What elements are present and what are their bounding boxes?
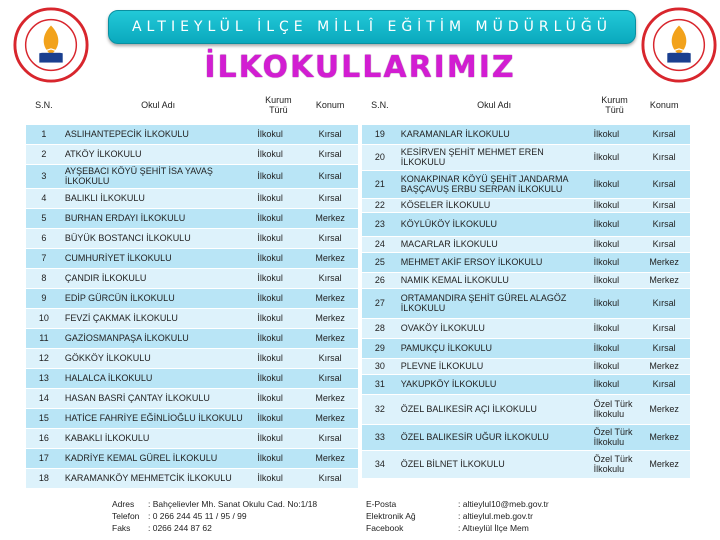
- school-name: ÇANDIR İLKOKULU: [62, 268, 255, 288]
- school-name: EDİP GÜRCÜN İLKOKULU: [62, 288, 255, 308]
- school-location: Kırsal: [302, 144, 358, 164]
- school-number: 23: [362, 212, 398, 236]
- school-number: 20: [362, 144, 398, 170]
- address-label: Adres: [112, 499, 135, 509]
- institution-type: İlkokul: [591, 272, 639, 288]
- table-row: [362, 252, 690, 272]
- school-name: NAMIK KEMAL İLKOKULU: [398, 272, 591, 288]
- school-name: MACARLAR İLKOKULU: [398, 236, 591, 252]
- school-number: 11: [26, 328, 62, 348]
- contact-address-block: [112, 498, 317, 534]
- school-location: Merkez: [638, 272, 690, 288]
- school-name: ÖZEL BALIKESİR UĞUR İLKOKULU: [398, 424, 591, 450]
- school-location: Kırsal: [638, 338, 690, 358]
- school-number: 22: [362, 198, 398, 212]
- address-value: : Bahçelievler Mh. Sanat Okulu Cad. No:1/18: [148, 499, 318, 509]
- school-number: 8: [26, 268, 62, 288]
- school-location: Kırsal: [638, 212, 690, 236]
- school-location: Kırsal: [302, 348, 358, 368]
- table-row: [26, 268, 358, 288]
- school-location: Kırsal: [638, 236, 690, 252]
- banner-text: ALTIEYLÜL İLÇE MİLLÎ EĞİTİM MÜDÜRLÜĞÜ: [131, 19, 613, 35]
- school-number: 17: [26, 448, 62, 468]
- school-number: 4: [26, 188, 62, 208]
- school-location: Kırsal: [302, 124, 358, 144]
- school-number: 12: [26, 348, 62, 368]
- table-row: [362, 170, 690, 198]
- school-location: Kırsal: [302, 268, 358, 288]
- school-number: 10: [26, 308, 62, 328]
- institution-type: İlkokul: [254, 448, 302, 468]
- school-number: 25: [362, 252, 398, 272]
- school-name: HATİCE FAHRİYE EĞİNLİOĞLU İLKOKULU: [62, 408, 255, 428]
- school-name: GAZİOSMANPAŞA İLKOKULU: [62, 328, 255, 348]
- institution-type: İlkokul: [591, 374, 639, 394]
- institution-type: İlkokul: [254, 468, 302, 488]
- institution-type: İlkokul: [254, 408, 302, 428]
- school-name: KARAMANKÖY MEHMETCİK İLKOKULU: [62, 468, 255, 488]
- school-location: Kırsal: [638, 374, 690, 394]
- school-location: Merkez: [638, 252, 690, 272]
- table-header-row: [362, 86, 690, 124]
- school-table-left: [26, 86, 358, 489]
- school-number: 5: [26, 208, 62, 228]
- institution-type: İlkokul: [254, 268, 302, 288]
- table-row: [362, 198, 690, 212]
- table-row: [26, 368, 358, 388]
- school-name: CUMHURİYET İLKOKULU: [62, 248, 255, 268]
- school-name: OVAKÖY İLKOKULU: [398, 318, 591, 338]
- school-name: KONAKPINAR KÖYÜ ŞEHİT JANDARMA BAŞÇAVUŞ ERBU SERPAN İLKOKULU: [398, 170, 591, 198]
- table-row: [26, 208, 358, 228]
- school-number: 9: [26, 288, 62, 308]
- table-row: [26, 308, 358, 328]
- web-value[interactable]: : altieylul.meb.gov.tr: [458, 511, 533, 521]
- institution-type: İlkokul: [254, 124, 302, 144]
- institution-type: İlkokul: [254, 428, 302, 448]
- school-number: 18: [26, 468, 62, 488]
- column-header-location: Konum: [302, 86, 358, 124]
- school-name: BURHAN ERDAYI İLKOKULU: [62, 208, 255, 228]
- school-number: 3: [26, 164, 62, 188]
- school-name: ORTAMANDIRA ŞEHİT GÜREL ALAGÖZ İLKOKULU: [398, 288, 591, 318]
- column-header-name: Okul Adı: [62, 86, 255, 124]
- table-row: [362, 338, 690, 358]
- table-row: [362, 124, 690, 144]
- table-row: [26, 328, 358, 348]
- school-location: Merkez: [638, 358, 690, 374]
- table-row: [362, 424, 690, 450]
- school-name: AYŞEBACI KÖYÜ ŞEHİT İSA YAVAŞ İLKOKULU: [62, 164, 255, 188]
- page-title: İLKOKULLARIMIZ: [204, 50, 516, 85]
- school-location: Kırsal: [638, 170, 690, 198]
- school-name: FEVZİ ÇAKMAK İLKOKULU: [62, 308, 255, 328]
- table-header-row: [26, 86, 358, 124]
- table-row: [26, 144, 358, 164]
- table-row: [362, 144, 690, 170]
- school-location: Kırsal: [302, 428, 358, 448]
- table-row: [362, 236, 690, 252]
- institution-type: İlkokul: [591, 338, 639, 358]
- school-number: 29: [362, 338, 398, 358]
- school-number: 1: [26, 124, 62, 144]
- school-location: Kırsal: [638, 288, 690, 318]
- table-row: [362, 374, 690, 394]
- institution-type: İlkokul: [591, 358, 639, 374]
- school-location: Merkez: [638, 424, 690, 450]
- table-row: [26, 348, 358, 368]
- school-location: Kırsal: [638, 318, 690, 338]
- institution-type: İlkokul: [254, 388, 302, 408]
- school-number: 16: [26, 428, 62, 448]
- table-row: [26, 288, 358, 308]
- school-table-right: [362, 86, 690, 479]
- school-number: 6: [26, 228, 62, 248]
- school-number: 21: [362, 170, 398, 198]
- institution-type: İlkokul: [254, 228, 302, 248]
- school-name: KÖYLÜKÖY İLKOKULU: [398, 212, 591, 236]
- school-number: 34: [362, 450, 398, 478]
- school-name: GÖKKÖY İLKOKULU: [62, 348, 255, 368]
- institution-type: İlkokul: [254, 288, 302, 308]
- table-row: [26, 228, 358, 248]
- table-row: [362, 272, 690, 288]
- column-header-sn: S.N.: [26, 86, 62, 124]
- school-name: ÖZEL BİLNET İLKOKULU: [398, 450, 591, 478]
- contact-online-labels: [366, 498, 416, 534]
- school-location: Kırsal: [302, 228, 358, 248]
- table-row: [26, 428, 358, 448]
- school-location: Merkez: [302, 208, 358, 228]
- school-location: Merkez: [302, 388, 358, 408]
- phone-value: : 0 266 244 45 11 / 95 / 99: [148, 511, 247, 521]
- web-label: Elektronik Ağ: [366, 511, 416, 521]
- school-name: ÖZEL BALIKESİR AÇI İLKOKULU: [398, 394, 591, 424]
- table-row: [362, 212, 690, 236]
- phone-label: Telefon: [112, 511, 140, 521]
- table-row: [26, 248, 358, 268]
- institution-type: İlkokul: [591, 288, 639, 318]
- column-header-type: Kurum Türü: [254, 86, 302, 124]
- school-location: Kırsal: [302, 468, 358, 488]
- school-number: 19: [362, 124, 398, 144]
- email-label: E-Posta: [366, 499, 397, 509]
- institution-type: İlkokul: [591, 252, 639, 272]
- table-row: [362, 394, 690, 424]
- column-header-name: Okul Adı: [398, 86, 591, 124]
- column-header-type: Kurum Türü: [591, 86, 639, 124]
- school-location: Kırsal: [302, 188, 358, 208]
- fax-label: Faks: [112, 523, 131, 533]
- school-name: YAKUPKÖY İLKOKULU: [398, 374, 591, 394]
- institution-type: İlkokul: [591, 144, 639, 170]
- school-name: ASLIHANTEPECİK İLKOKULU: [62, 124, 255, 144]
- directorate-banner: [108, 10, 636, 44]
- school-name: PLEVNE İLKOKULU: [398, 358, 591, 374]
- school-number: 15: [26, 408, 62, 428]
- facebook-value[interactable]: : Altıeylül İlçe Mem: [458, 523, 529, 533]
- institution-type: İlkokul: [591, 198, 639, 212]
- school-location: Merkez: [302, 248, 358, 268]
- institution-type: İlkokul: [254, 208, 302, 228]
- school-number: 27: [362, 288, 398, 318]
- institution-type: Özel Türk İlkokulu: [591, 424, 639, 450]
- school-name: HASAN BASRİ ÇANTAY İLKOKULU: [62, 388, 255, 408]
- institution-type: İlkokul: [591, 318, 639, 338]
- school-name: PAMUKÇU İLKOKULU: [398, 338, 591, 358]
- column-header-location: Konum: [638, 86, 690, 124]
- school-location: Merkez: [302, 308, 358, 328]
- school-location: Merkez: [302, 328, 358, 348]
- school-number: 7: [26, 248, 62, 268]
- institution-type: İlkokul: [591, 124, 639, 144]
- school-name: KARAMANLAR İLKOKULU: [398, 124, 591, 144]
- institution-type: İlkokul: [254, 188, 302, 208]
- table-row: [26, 448, 358, 468]
- table-row: [26, 164, 358, 188]
- institution-type: İlkokul: [591, 236, 639, 252]
- institution-type: İlkokul: [254, 144, 302, 164]
- school-number: 32: [362, 394, 398, 424]
- table-row: [362, 288, 690, 318]
- school-number: 2: [26, 144, 62, 164]
- school-name: KÖSELER İLKOKULU: [398, 198, 591, 212]
- school-location: Kırsal: [638, 198, 690, 212]
- school-name: BÜYÜK BOSTANCI İLKOKULU: [62, 228, 255, 248]
- institution-type: İlkokul: [254, 248, 302, 268]
- table-row: [26, 408, 358, 428]
- school-number: 33: [362, 424, 398, 450]
- table-row: [26, 124, 358, 144]
- table-row: [26, 468, 358, 488]
- institution-type: İlkokul: [254, 368, 302, 388]
- school-name: MEHMET AKİF ERSOY İLKOKULU: [398, 252, 591, 272]
- institution-type: Özel Türk İlkokulu: [591, 394, 639, 424]
- institution-type: İlkokul: [254, 308, 302, 328]
- institution-type: Özel Türk İlkokulu: [591, 450, 639, 478]
- fax-value: : 0266 244 87 62: [148, 523, 212, 533]
- school-location: Kırsal: [302, 164, 358, 188]
- school-location: Merkez: [638, 450, 690, 478]
- school-location: Kırsal: [638, 144, 690, 170]
- school-location: Merkez: [302, 288, 358, 308]
- email-value[interactable]: : altieylul10@meb.gov.tr: [458, 499, 549, 509]
- school-number: 28: [362, 318, 398, 338]
- table-row: [26, 388, 358, 408]
- school-number: 13: [26, 368, 62, 388]
- school-number: 14: [26, 388, 62, 408]
- school-number: 26: [362, 272, 398, 288]
- school-location: Merkez: [638, 394, 690, 424]
- school-name: HALALCA İLKOKULU: [62, 368, 255, 388]
- school-name: KADRİYE KEMAL GÜREL İLKOKULU: [62, 448, 255, 468]
- contact-online-values: [458, 498, 549, 534]
- column-header-sn: S.N.: [362, 86, 398, 124]
- institution-type: İlkokul: [591, 170, 639, 198]
- school-location: Merkez: [302, 408, 358, 428]
- school-location: Kırsal: [638, 124, 690, 144]
- school-name: ATKÖY İLKOKULU: [62, 144, 255, 164]
- institution-type: İlkokul: [591, 212, 639, 236]
- facebook-label: Facebook: [366, 523, 404, 533]
- table-row: [362, 358, 690, 374]
- institution-type: İlkokul: [254, 348, 302, 368]
- institution-type: İlkokul: [254, 328, 302, 348]
- school-name: BALIKLI İLKOKULU: [62, 188, 255, 208]
- school-location: Merkez: [302, 448, 358, 468]
- school-number: 31: [362, 374, 398, 394]
- school-name: KESİRVEN ŞEHİT MEHMET EREN İLKOKULU: [398, 144, 591, 170]
- school-number: 30: [362, 358, 398, 374]
- table-row: [26, 188, 358, 208]
- school-name: KABAKLI İLKOKULU: [62, 428, 255, 448]
- table-row: [362, 450, 690, 478]
- institution-type: İlkokul: [254, 164, 302, 188]
- school-number: 24: [362, 236, 398, 252]
- table-row: [362, 318, 690, 338]
- school-location: Kırsal: [302, 368, 358, 388]
